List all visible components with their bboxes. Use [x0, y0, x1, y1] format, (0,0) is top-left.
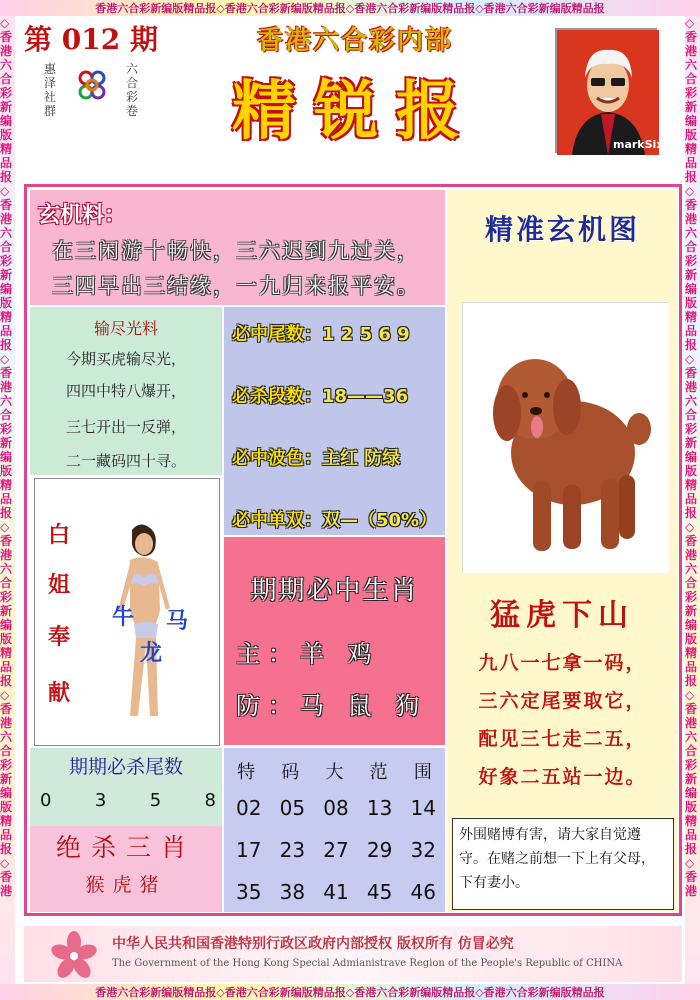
zodiac-main: 主：羊 鸡	[236, 640, 380, 668]
code-cell: 02	[236, 796, 262, 820]
poem-line: 三六定尾要取它，	[478, 690, 647, 712]
code-cell: 29	[366, 838, 393, 862]
tip-value: 18——36	[322, 386, 409, 407]
tip-value: 主红 防绿	[322, 448, 401, 469]
lottery-logo-icon	[74, 68, 110, 104]
code-cell: 38	[279, 880, 306, 904]
page-title: 精锐报	[232, 74, 478, 149]
kill-tail-number: 0	[40, 790, 52, 811]
footer-authorization: 中华人民共和国香港特别行政区政府内部授权 版权所有 仿冒必究	[112, 936, 514, 952]
girl-vertical-char: 奉	[48, 624, 71, 650]
code-cell: 13	[366, 796, 393, 820]
codes-row	[236, 796, 436, 820]
code-cell: 45	[366, 880, 393, 904]
logo-right-text: 六合彩卷	[125, 62, 138, 118]
tip-label: 必杀段数：	[232, 386, 322, 407]
tip-kill-range	[232, 382, 408, 408]
zodiac-overlay: 牛	[112, 604, 135, 630]
bauhinia-flower-icon	[48, 930, 100, 980]
codes-row	[236, 838, 436, 862]
codes-header	[224, 758, 445, 784]
codes-header-char: 特	[237, 762, 256, 783]
kill-tail-number: 5	[149, 790, 162, 811]
riddle-line-2: 三四早出三结缘，一九归来报平安。	[52, 274, 420, 298]
kill-tail-number: 8	[204, 790, 216, 811]
kill-three-animals: 猴虎猪	[85, 874, 167, 896]
code-cell: 27	[323, 838, 349, 862]
mystery-picture-frame	[462, 302, 668, 572]
poem-line: 好象二五站一边。	[478, 766, 647, 788]
lose-all-line: 二一藏码四十寻。	[65, 452, 186, 470]
code-cell: 32	[410, 838, 436, 862]
tip-value: 1 2 5 6 9	[322, 324, 410, 345]
top-banner-strip: 香港六合彩新编版精品报◇香港六合彩新编版精品报◇香港六合彩新编版精品报◇香港六合彩新编版精品报	[0, 0, 700, 16]
bottom-banner-strip: 香港六合彩新编版精品报◇香港六合彩新编版精品报◇香港六合彩新编版精品报◇香港六合彩新编版精品报	[0, 984, 700, 1000]
riddle-line-1: 在三闲游十畅快，三六迟到九过关，	[52, 239, 420, 263]
code-cell: 46	[410, 880, 436, 904]
poodle-dog-icon	[463, 303, 669, 573]
codes-header-char: 范	[369, 762, 388, 783]
codes-header-char: 码	[281, 762, 300, 783]
codes-header-char: 大	[325, 762, 344, 783]
code-cell: 14	[410, 796, 436, 820]
poem-line: 九八一七拿一码，	[478, 652, 647, 674]
header-subtitle: 香港六合彩内部	[256, 26, 453, 56]
zodiac-overlay: 马	[166, 608, 189, 634]
mystery-picture-caption: 猛虎下山	[490, 598, 634, 633]
code-cell: 08	[323, 796, 349, 820]
issue-number: 第 012 期	[24, 23, 158, 56]
girl-vertical-char: 姐	[48, 572, 71, 598]
zodiac-title: 期期必中生肖	[250, 576, 419, 606]
tip-tail-numbers	[232, 320, 410, 346]
code-cell: 41	[323, 880, 349, 904]
codes-header-char: 围	[413, 762, 432, 783]
zodiac-defend: 防：马 鼠 狗	[236, 692, 428, 720]
poem-line: 配见三七走二五，	[478, 728, 647, 750]
code-cell: 17	[236, 838, 262, 862]
left-banner-strip: ◇香港六合彩新编版精品报◇香港六合彩新编版精品报◇香港六合彩新编版精品报◇香港六合彩新编版精品报◇香港六合彩新编版精品报◇香港	[0, 16, 15, 984]
lose-all-title: 输尽光料	[93, 319, 158, 338]
tip-odd-even	[232, 506, 437, 532]
kill-tail-number: 3	[94, 790, 107, 811]
tip-label: 必中尾数：	[232, 324, 322, 345]
logo-left-text: 惠泽社群	[43, 62, 56, 118]
mystery-picture-title: 精准玄机图	[484, 213, 640, 246]
code-cell: 05	[279, 796, 306, 820]
tip-value: 双—（50%）	[322, 510, 438, 531]
portrait-figure-icon	[557, 30, 659, 155]
kill-tail-numbers	[40, 790, 216, 811]
lose-all-line: 今期买虎输尽光，	[65, 350, 186, 368]
tip-label: 必中波色：	[232, 448, 322, 469]
lose-all-line: 三七开出一反弹，	[65, 418, 186, 436]
right-banner-strip: ◇香港六合彩新编版精品报◇香港六合彩新编版精品报◇香港六合彩新编版精品报◇香港六合彩新编版精品报◇香港六合彩新编版精品报◇香港	[685, 16, 700, 984]
girl-vertical-char: 献	[48, 680, 71, 706]
zodiac-overlay: 龙	[140, 640, 163, 666]
portrait-photo	[555, 28, 664, 153]
lose-all-line: 四四中特八爆开，	[65, 382, 186, 400]
kill-three-title: 绝杀三肖	[55, 833, 196, 862]
code-cell: 23	[279, 838, 306, 862]
tip-wave-color	[232, 444, 400, 470]
photo-caption: markSix	[613, 138, 664, 151]
riddle-title: 玄机料：	[38, 202, 127, 228]
gambling-warning: 外围赌博有害，请大家自觉遵守。在赌之前想一下上有父母，下有妻小。	[452, 818, 674, 910]
footer-english: The Government of the Hong Kong Special Admianistrave Region of the People's Republic of CHINA	[112, 958, 623, 969]
codes-row	[236, 880, 436, 904]
tip-label: 必中单双：	[232, 510, 322, 531]
kill-tail-title: 期期必杀尾数	[68, 756, 183, 778]
code-cell: 35	[236, 880, 262, 904]
girl-vertical-char: 白	[48, 522, 71, 548]
